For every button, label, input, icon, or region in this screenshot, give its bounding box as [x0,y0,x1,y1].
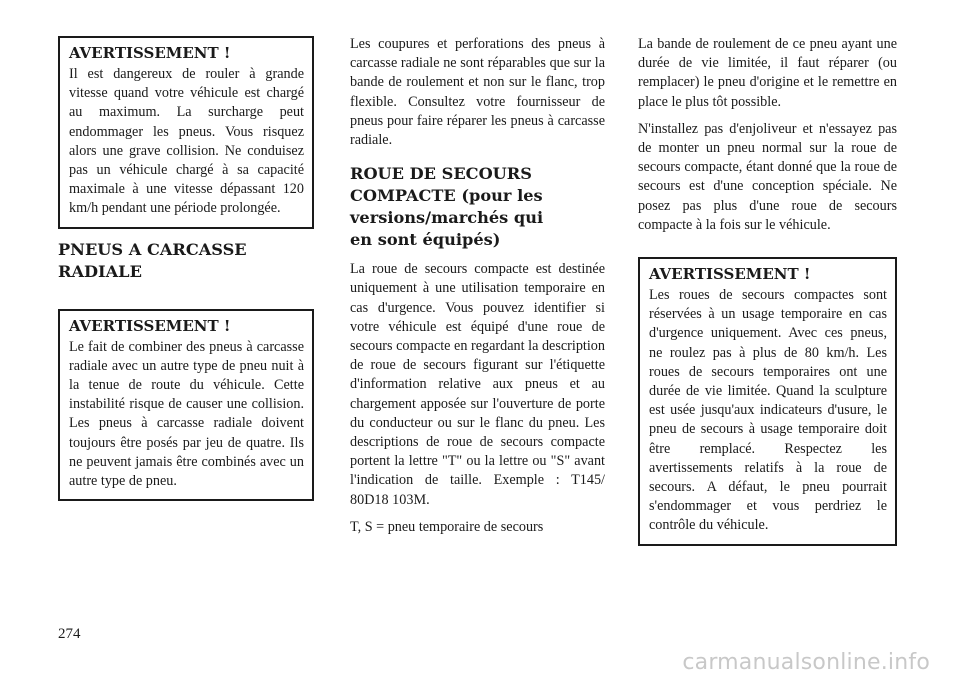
section-heading-compact-spare: ROUE DE SECOURS COMPACTE (pour les versions/marchés qui en sont équipés) [350,164,544,250]
paragraph-no-wheel-cover: N'installez pas d'enjoliveur et n'essayez pas de monter un pneu normal sur la roue de secours compacte, étant donné que la roue de secours est d'une conception spéciale. Ne posez pas plus d'une roue de secours compacte à la fois sur le véhicule. [638,120,897,233]
column-middle [350,36,605,537]
warning-text: Le fait de combiner des pneus à carcasse radiale avec un autre type de pneu nuit à la tenue de route du véhicule. Cette instabilité risque de causer une collision. Les pneus à carcasse radiale doivent toujours être posés par jeu de quatre. Ils ne peuvent jamais être combinés avec un autre type de pneu. [69,338,304,490]
warning-title: AVERTISSEMENT ! [649,265,811,284]
warning-box-compact-spare [638,257,897,546]
warning-text: Les roues de secours compactes sont réservées à un usage temporaire en cas d'urgence uniquement. Avec ces pneus, ne roulez pas à plus de 80 km/h. Les roues de secours temporaires ont une durée de vie limitée. Quand la sculpture est usée jusqu'aux indicateurs d'usure, le pneu de secours à usage temporaire doit être remplacé. Respectez les avertissements relatifs à la roue de secours. A défaut, le pneu pourrait s'endommager et vous perdriez le contrôle du véhicule. [649,287,887,534]
column-right [638,36,897,546]
watermark: carmanualsonline.info [682,650,930,675]
warning-box-high-speed [58,36,314,229]
warning-title: AVERTISSEMENT ! [69,316,231,335]
warning-box-radial-mixing [58,309,314,502]
paragraph-spare-code: T, S = pneu temporaire de secours [350,518,544,535]
section-heading-radial-tires: PNEUS A CARCASSE RADIALE [58,239,247,281]
paragraph-tread-life: La bande de roulement de ce pneu ayant une durée de vie limitée, il faut réparer (ou remplacer) le pneu d'origine et le remettre en place le plus tôt possible. [638,36,897,110]
page-number: 274 [58,626,81,642]
column-left [58,36,314,501]
warning-title: AVERTISSEMENT ! [69,44,231,62]
warning-text: Il est dangereux de rouler à grande vitesse quand votre véhicule est chargé au maximum. La surcharge peut endommager les pneus. Vous risquez alors une grave collision. Ne conduisez pas un véhicule chargé à sa capacité maximale à une vitesse dépassant 120 km/h pendant une période prolongée. [69,66,304,217]
paragraph-compact-spare: La roue de secours compacte est destinée uniquement à une utilisation temporaire en cas d'urgence. Vous pouvez identifier si votre véhicule est équipé d'une roue de secours compacte en regardant la description de roue de secours figurant sur l'étiquette d'information relative aux pneus et au chargement apposée sur l'ouverture de porte du conducteur ou sur le flanc du pneu. Les descriptions de roue de secours compacte portent la lettre "T" ou la lettre ou "S" avant l'indication de taille. Exemple : T145/ 80D18 103M. [350,261,605,508]
paragraph-radial-repair: Les coupures et perforations des pneus à carcasse radiale ne sont réparables que sur la bande de roulement et non sur le flanc, trop flexible. Consultez votre fournisseur de pneus pour faire réparer les pneus à carcasse radiale. [350,36,605,149]
